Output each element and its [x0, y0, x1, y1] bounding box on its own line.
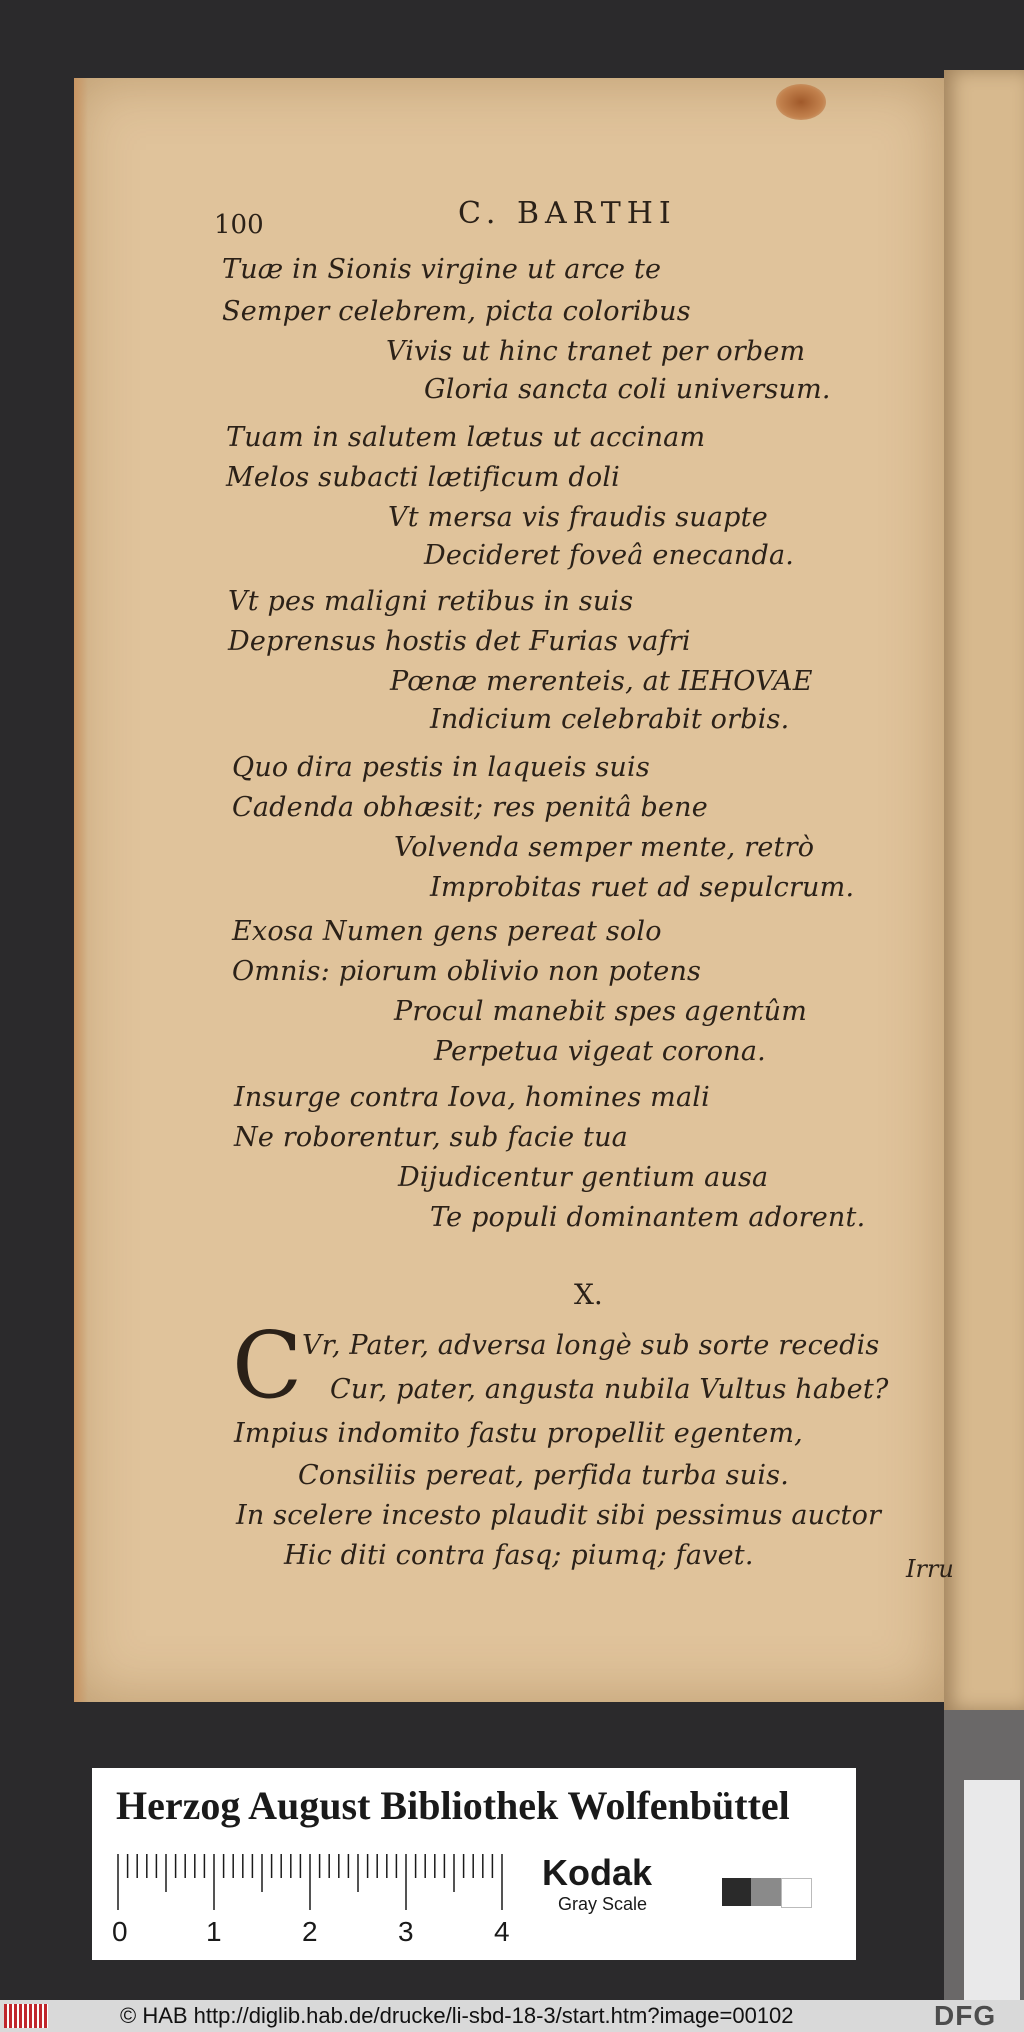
catchword: Irru	[906, 1555, 954, 1583]
text-line: Cur, pater, angusta nubila Vultus habet?	[330, 1374, 889, 1405]
footer-link[interactable]: © HAB http://diglib.hab.de/drucke/li-sbd-18-3/start.htm?image=00102	[120, 2003, 794, 2028]
text-line: Gloria sancta coli universum.	[424, 374, 831, 405]
text-line: Improbitas ruet ad sepulcrum.	[430, 872, 855, 903]
running-head: C. BARTHI	[458, 196, 677, 231]
text-line: Vt pes maligni retibus in suis	[228, 586, 634, 617]
swatch-mid	[751, 1878, 780, 1906]
text-line: Consiliis pereat, perfida turba suis.	[298, 1460, 789, 1491]
ruler-number: 2	[302, 1916, 318, 1947]
drop-cap: C	[232, 1312, 303, 1419]
text-line: Perpetua vigeat corona.	[434, 1036, 766, 1067]
kodak-logo: Kodak	[542, 1852, 653, 1893]
color-target-card	[92, 1768, 856, 1960]
text-line: Tuæ in Sionis virgine ut arce te	[222, 254, 662, 285]
text-line: Ne roborentur, sub facie tua	[234, 1122, 628, 1153]
text-line: Indicium celebrabit orbis.	[430, 704, 790, 735]
text-line: Tuam in salutem lætus ut accinam	[226, 422, 706, 453]
text-line: Te populi dominantem adorent.	[430, 1202, 866, 1233]
gray-swatches	[722, 1878, 812, 1906]
hab-logo-icon	[4, 2004, 48, 2028]
text-line: Vivis ut hinc tranet per orbem	[386, 336, 806, 367]
text-line: Vr, Pater, adversa longè sub sorte recedis	[302, 1330, 880, 1361]
text-line: Hic diti contra fasq; piumq; favet.	[284, 1540, 754, 1571]
text-line: Quo dira pestis in laqueis suis	[232, 752, 650, 783]
text-line: Insurge contra Iova, homines mali	[234, 1082, 710, 1113]
page-number: 100	[214, 210, 264, 240]
text-line: Exosa Numen gens pereat solo	[232, 916, 662, 947]
swatch-dark	[722, 1878, 751, 1906]
paper-stain	[776, 84, 826, 120]
text-line: Melos subacti lætificum doli	[226, 462, 621, 493]
ruler-number: 4	[494, 1916, 510, 1947]
paper-slip	[964, 1780, 1020, 2000]
footer-bar	[0, 2000, 1024, 2032]
ruler-number: 3	[398, 1916, 414, 1947]
ruler-number: 1	[206, 1916, 222, 1947]
text-line: Dijudicentur gentium ausa	[398, 1162, 769, 1193]
text-line: Decideret foveâ enecanda.	[424, 540, 795, 571]
ruler-number: 0	[112, 1916, 128, 1947]
text-line: Volvenda semper mente, retrò	[394, 832, 815, 863]
text-line: Omnis: piorum oblivio non potens	[232, 956, 702, 987]
text-line: Semper celebrem, picta coloribus	[222, 296, 691, 327]
gray-scale-label: Gray Scale	[558, 1894, 648, 1914]
text-line: Pœnæ merenteis, at IEHOVAE	[390, 666, 813, 697]
library-name: Herzog August Bibliothek Wolfenbüttel	[116, 1783, 790, 1828]
text-line: Procul manebit spes agentûm	[394, 996, 808, 1027]
swatch-light	[781, 1878, 812, 1908]
text-line: Deprensus hostis det Furias vafri	[228, 626, 691, 657]
text-line: Impius indomito fastu propellit egentem,	[234, 1418, 803, 1449]
section-number: X.	[574, 1278, 603, 1311]
measurement-ruler	[116, 1854, 516, 1910]
text-line: Vt mersa vis fraudis suapte	[388, 502, 768, 533]
next-leaf	[944, 70, 1024, 1710]
text-line: In scelere incesto plaudit sibi pessimus auctor	[236, 1500, 882, 1531]
dfg-logo: DFG	[934, 2000, 997, 2031]
text-line: Cadenda obhæsit; res penitâ bene	[232, 792, 708, 823]
